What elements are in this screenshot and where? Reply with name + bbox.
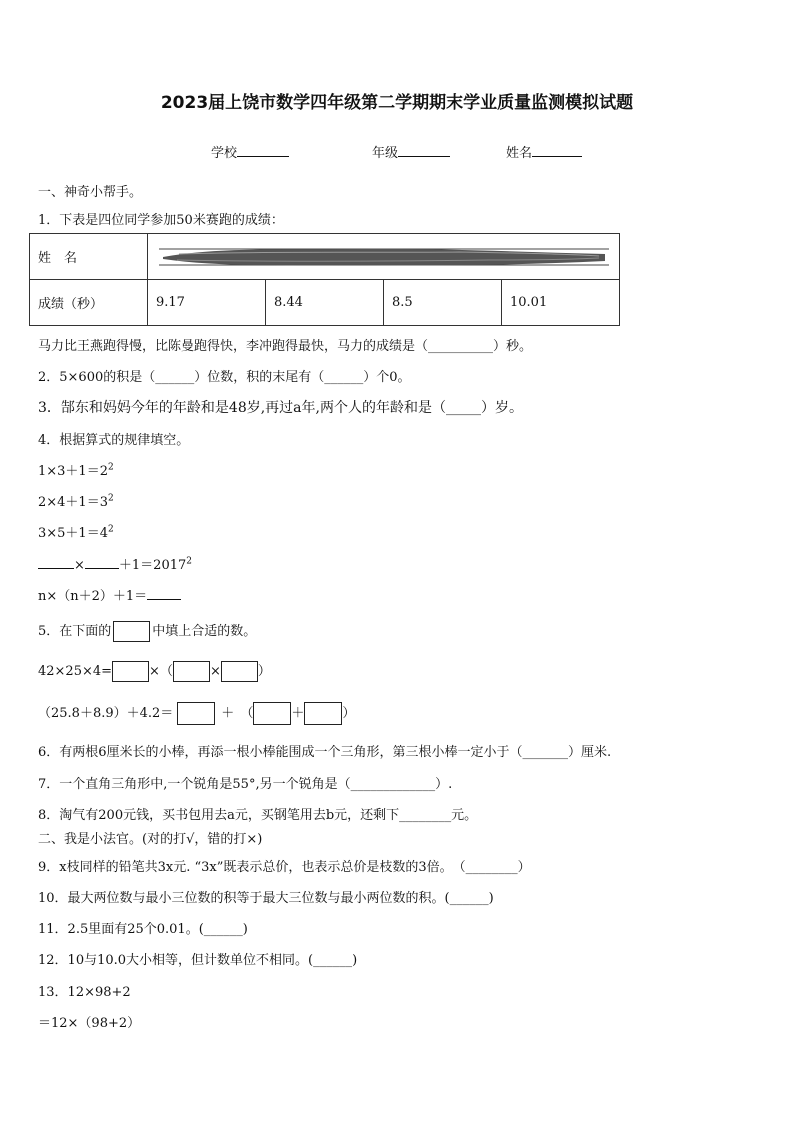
section2-heading: 二、我是小法官。(对的打√，错的打×) [38,832,263,847]
equation-text: × [209,664,221,679]
pattern-text: 3×5＋1＝4 [38,526,108,541]
score-cell: 10.01 [502,280,620,326]
question-13-step: ＝12×（98+2） [38,1016,141,1031]
answer-blank[interactable] [147,587,181,600]
plus-sign: ＋ [291,706,305,721]
pattern-text: 2×4＋1＝3 [38,495,108,510]
question-1: 1．下表是四位同学参加50米赛跑的成绩： [38,213,284,228]
section1-heading: 一、神奇小帮手。 [38,185,143,200]
school-blank[interactable] [237,144,289,157]
answer-box [113,621,150,642]
table-row-names [30,234,620,280]
plus-sign: ＋ [221,706,235,721]
grade-blank[interactable] [398,144,450,157]
equation-text: ） [257,664,271,679]
school-field [211,142,289,161]
question-text: 5．在下面的 [38,624,112,639]
pattern-text: 1×3＋1＝2 [38,464,108,479]
pattern-line-5 [38,585,181,604]
question-8: 8．淘气有200元钱，买书包用去a元，买钢笔用去b元，还剩下________元。 [38,808,478,823]
answer-box[interactable] [221,661,258,682]
question-4: 4．根据算式的规律填空。 [38,433,190,448]
page-title: 2023届上饶市数学四年级第二学期期末学业质量监测模拟试题 [160,93,634,113]
question-9: 9．x枝同样的铅笔共3x元. “3x”既表示总价，也表示总价是枝数的3倍。 （________） [38,860,531,875]
name-field [506,142,582,161]
equation-text: ） [342,706,356,721]
equation-text: （25.8＋8.9）＋4.2＝ [38,706,174,721]
answer-blank[interactable] [85,556,119,569]
pattern-line-3 [38,522,114,541]
answer-box[interactable] [253,702,291,725]
question-10: 10．最大两位数与最小三位数的积等于最大三位数与最小两位数的积。(______) [38,891,494,906]
score-cell: 9.17 [148,280,266,326]
question-6: 6．有两根6厘米长的小棒，再添一根小棒能围成一个三角形，第三根小棒一定小于（_______）厘米. [38,745,612,760]
pattern-text: n×（n＋2）＋1＝ [38,589,148,604]
table-row-scores [30,280,620,326]
grade-label: 年级 [372,146,399,161]
question-text: 中填上合适的数。 [152,624,257,639]
row-label-score: 成绩（秒） [30,280,148,326]
question-12: 12．10与10.0大小相等，但计数单位不相同。(______) [38,953,358,968]
times-sign: × [74,558,85,573]
score-cell: 8.44 [266,280,384,326]
question-13: 13．12×98+2 [38,985,131,1000]
grade-field [372,142,450,161]
exponent: 2 [107,493,114,504]
answer-box[interactable] [177,702,215,725]
answer-box[interactable] [304,702,342,725]
score-cell: 8.5 [384,280,502,326]
question-11: 11．2.5里面有25个0.01。(______) [38,922,248,937]
scores-table [29,233,620,326]
pattern-text: ＋1＝2017 [118,558,187,573]
scribble-redaction [159,244,609,270]
question-2: 2．5×600的积是（______）位数，积的末尾有（______）个0。 [38,370,411,385]
question-7: 7．一个直角三角形中,一个锐角是55°,另一个锐角是（_____________）. [38,777,453,792]
question-5 [38,620,256,642]
question-1-followup: 马力比王燕跑得慢，比陈曼跑得快，李冲跑得最快，马力的成绩是（__________）秒。 [38,339,533,354]
pattern-line-2 [38,491,114,510]
row-label-name: 姓 名 [30,234,148,280]
equation-text: 42×25×4= [38,664,113,679]
answer-blank[interactable] [38,556,74,569]
school-label: 学校 [211,146,238,161]
name-label: 姓名 [506,146,533,161]
pattern-line-4 [38,554,192,573]
answer-box[interactable] [173,661,210,682]
exponent: 2 [107,462,114,473]
exponent: 2 [186,556,192,567]
equation-text: （ [240,706,254,721]
name-blank[interactable] [532,144,582,157]
equation-2 [38,702,355,725]
redacted-names-cell [148,234,620,280]
exponent: 2 [107,524,114,535]
pattern-line-1 [38,460,114,479]
question-3: 3．郜东和妈妈今年的年龄和是48岁,再过a年,两个人的年龄和是（_____）岁。 [38,400,523,416]
equation-text: ×（ [149,664,173,679]
equation-1 [38,660,271,682]
answer-box[interactable] [112,661,149,682]
